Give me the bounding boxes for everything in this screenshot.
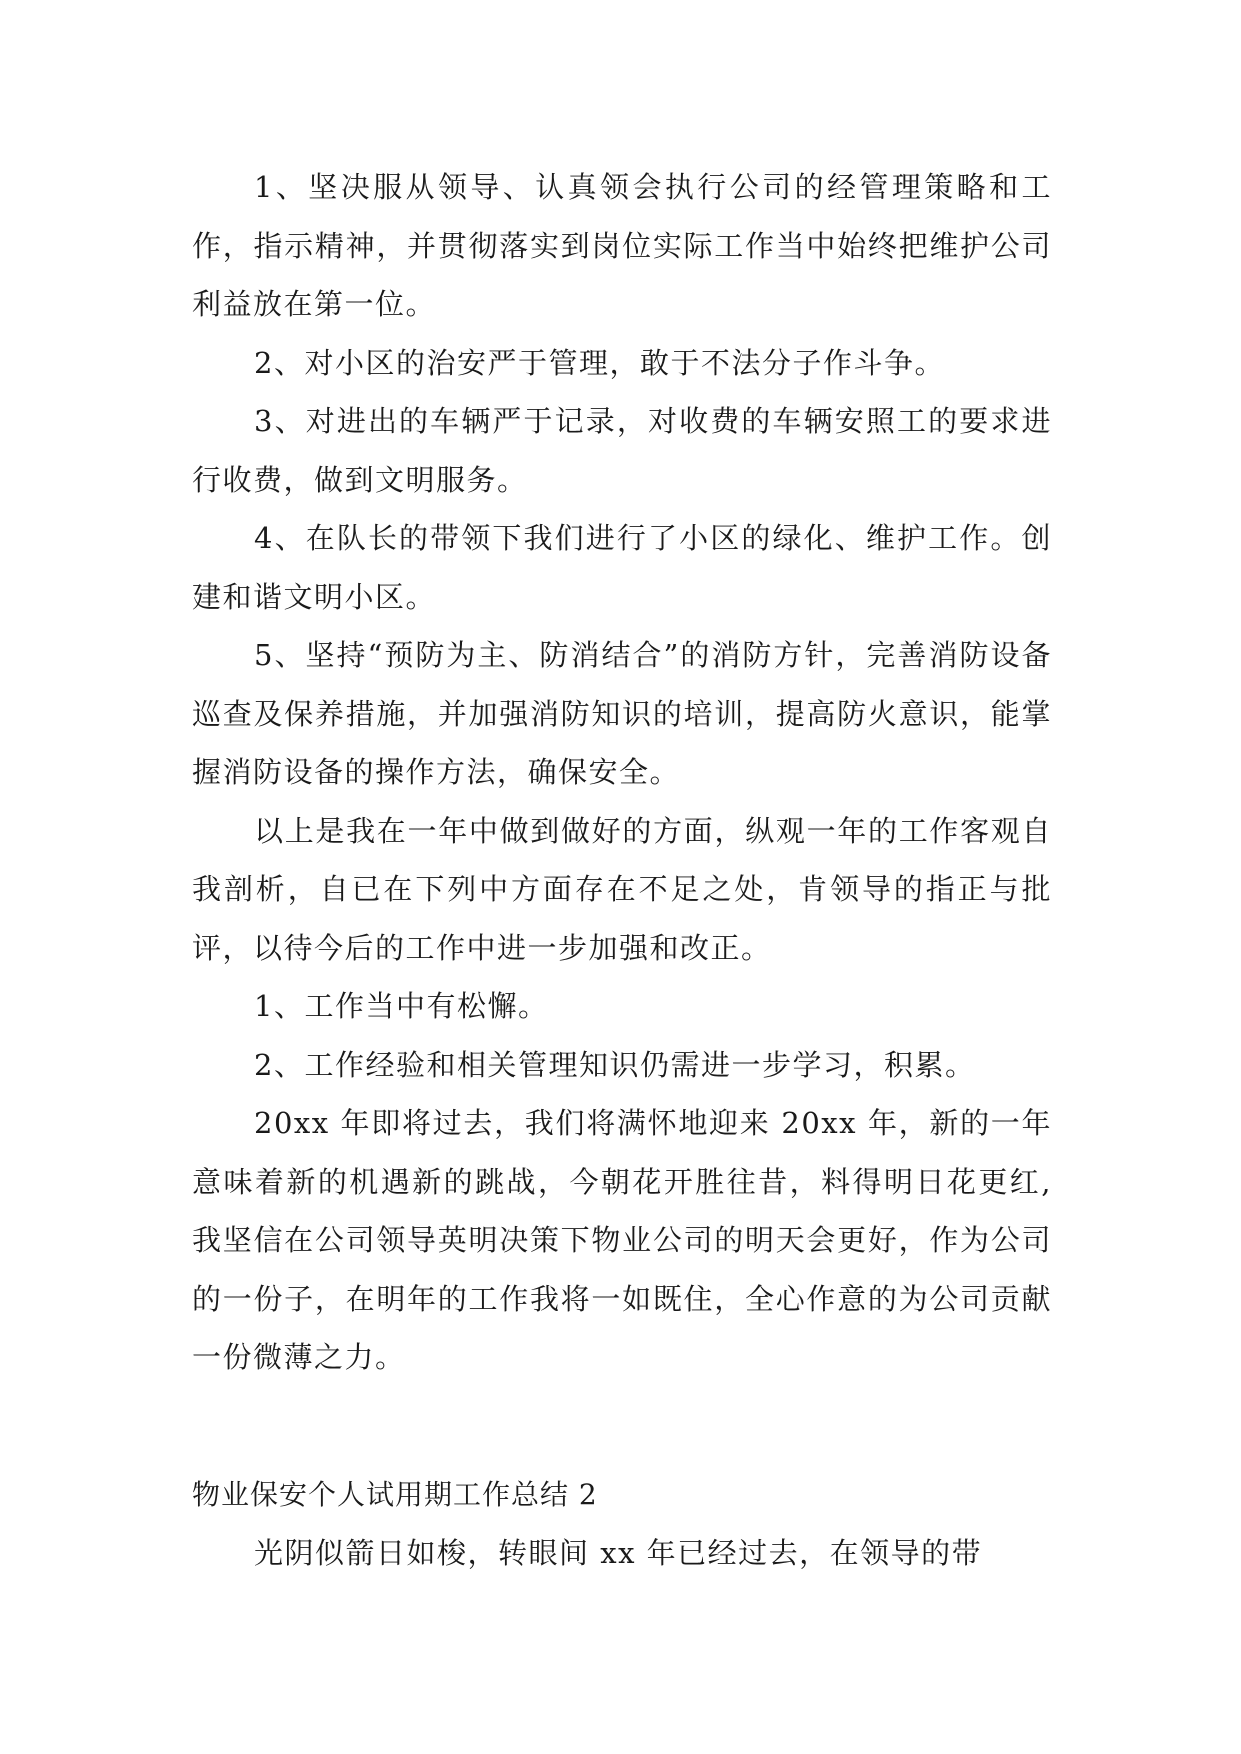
section-title: 物业保安个人试用期工作总结 2 xyxy=(192,1477,598,1511)
paragraph: 1、工作当中有松懈。 xyxy=(254,989,549,1023)
paragraph: 以上是我在一年中做到做好的方面，纵观一年的工作客观自我剖析，自已在下列中方面存在不足之处，肯领导的指正与批评，以待今后的工作中进一步加强和改正。 xyxy=(192,813,1052,965)
document-page xyxy=(192,158,1052,1583)
paragraph: 2、对小区的治安严于管理，敢于不法分子作斗争。 xyxy=(254,345,945,380)
paragraph: 光阴似箭日如梭，转眼间 xx 年已经过去，在领导的带 xyxy=(254,1536,983,1570)
paragraph: 2、工作经验和相关管理知识仍需进一步学习，积累。 xyxy=(254,1047,976,1082)
paragraph: 4、在队长的带领下我们进行了小区的绿化、维护工作。创建和谐文明小区。 xyxy=(192,521,1052,614)
paragraph: 1、坚决服从领导、认真领会执行公司的经管理策略和工作，指示精神，并贯彻落实到岗位实际工作当中始终把维护公司利益放在第一位。 xyxy=(192,170,1052,321)
paragraph: 3、对进出的车辆严于记录，对收费的车辆安照工的要求进行收费，做到文明服务。 xyxy=(192,404,1052,497)
paragraph: 20xx 年即将过去，我们将满怀地迎来 20xx 年，新的一年意味着新的机遇新的跳战，今朝花开胜往昔，料得明日花更红,我坚信在公司领导英明决策下物业公司的明天会更好，作为公司的一份子，在明年的工作我将一如既住，全心作意的为公司贡献一份微薄之力。 xyxy=(192,1106,1052,1374)
paragraph: 5、坚持“预防为主、防消结合”的消防方针，完善消防设备巡查及保养措施，并加强消防知识的培训，提高防火意识，能掌握消防设备的操作方法，确保安全。 xyxy=(192,638,1052,789)
